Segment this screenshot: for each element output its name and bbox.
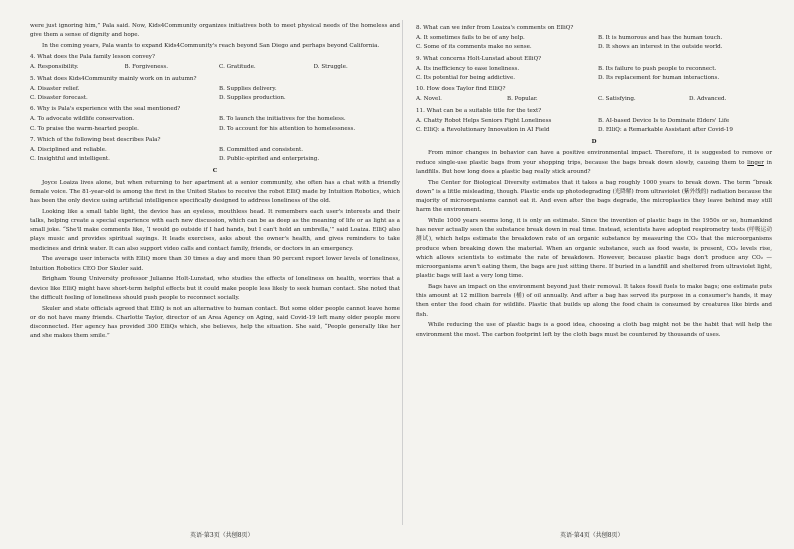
answer-option[interactable]: A. Its inefficiency to ease loneliness. [416,65,520,72]
answer-option[interactable]: B. Popular. [507,96,538,103]
answer-option[interactable]: B. Its failure to push people to reconnect. [598,65,717,72]
answer-options [416,65,772,83]
answer-option[interactable]: C. Satisfying. [598,96,636,103]
passage-c-paragraph: Joyce Loaiza lives alone, but when returning to her apartment at a senior community, she often has a chat with a friendly female voice. The 81-year-old is among the first in the United States to receive the robot ElliQ made by Intuition Robotics, which has been the only device using artificial intelligence specifically designed to address loneliness of the old. [30,179,400,205]
answer-option[interactable]: A. It sometimes fails to be of any help. [416,35,525,42]
question-stem: 8. What can we infer from Loaiza's comments on ElliQ? [416,25,574,31]
question-stem: 5. What does Kids4Community mainly work on in autumn? [30,75,197,82]
section-d-heading: D [591,139,597,146]
answer-option[interactable]: A. Disciplined and reliable. [30,147,107,154]
answer-options [30,63,400,72]
answer-option[interactable]: C. Insightful and intelligent. [30,156,110,163]
passage-d-paragraph [416,321,772,339]
answer-option[interactable]: A. To advocate wildlife conservation. [30,116,135,123]
passage-c-paragraph: Skuler and state officials agreed that ElliQ is not an alternative to human contact. But some older people cannot leave home or do not have many friends. Charlotte Taylor, director of an Area Agency on Aging, said Covid-19 left many older people more disconnected. Her agency has provided 300 ElliQs which, she believes, help the situation. She said, “People generally like her and she makes them smile.” [30,305,400,340]
answer-option[interactable]: A. Responsibility. [30,64,79,71]
answer-option[interactable]: A. Chatty Robot Helps Seniors Fight Loneliness [416,117,552,124]
passage-d-paragraph [416,217,772,281]
page-divider [402,20,403,525]
question-stem: 4. What does the Pala family lesson convey? [30,54,155,61]
section-c-heading: C [212,168,218,175]
passage-d-paragraph [416,179,772,216]
paragraph-text: in landfills. But how long does a plastic bag really stick around? [416,159,772,175]
answer-option[interactable]: D. To account for his attention to homelessness. [219,125,356,132]
answer-option[interactable]: B. Forgiveness. [124,64,169,71]
answer-option[interactable]: A. Novel. [416,96,442,103]
passage-c-paragraph: Brigham Young University professor Julianne Holt-Lunstad, who studies the effects of loneliness on health, worries that a device like ElliQ might have short-term helpful effects but it could make people less likely to seek human contact. She noted that the difficult feeling of loneliness should push people to reconnect socially. [30,276,400,301]
answer-option[interactable]: B. AI-based Device Is to Dominate Elders' Life [598,117,730,124]
answer-options [30,115,400,133]
answer-option[interactable]: B. Committed and consistent. [219,147,303,154]
question-stem: 10. How does Taylor find ElliQ? [416,86,506,93]
paragraph-text: Bags have an impact on the environment beyond just their removal. It takes fossil fuels to make bags; one estimate puts this amount at 12 million barrels (桶) of oil annually. And after a bag has served its purpose in a consumer's hands, it may then enter the food chain for wildlife. Plastic that builds up along the food chain is consumed by creatures like birds and fish. [416,284,772,318]
answer-option[interactable]: D. It shows an interest in the outside world. [598,44,723,51]
answer-option[interactable]: C. Disaster forecast. [30,95,88,102]
paragraph-text: The Center for Biological Diversity estimates that it takes a bag roughly 1000 years to break down. The term “break down” is a little misleading, though. Plastic ends up photodegrading (光降解) from ultraviolet (紫外线的) radiation because the majority of microorganisms cannot eat it. And even after the bags degrade, the microplastics they leave behind may still harm the environment. [416,179,772,214]
passage-c-paragraph: Looking like a small table light, the device has an eyeless, mouthless head. It remembers each user's interests and their talks, helping create a special experience with each new discussion, which can be as deep as the meaning of life or as light as a small joke. “She'll make comments like, ‘I would go outside if I had hands, but I can't hold an umbrella,’” said Loaiza. ElliQ also plays music and provides spiritual sayings. It leads exercises, asks about the owner's health, and gives reminders to take medicines and drink water. It can also support video calls and contact family, friends, or doctors in an emergency. [30,208,400,252]
answer-option[interactable]: C. ElliQ: a Revolutionary Innovation in AI Field [416,127,550,134]
question-stem: 6. Why is Pala's experience with the seal mentioned? [30,106,181,113]
paragraph-text: From minor changes in behavior can have a positive environmental impact. Therefore, it is suggested to remove or reduce single-use plastic bags from your shopping trips, because the bags break down slowly, causing them to [416,150,772,166]
answer-option[interactable]: D. Public-spirited and enterprising. [219,156,320,163]
paragraph-text: While 1000 years seems long, it is only an estimate. Since the invention of plastic bags in the 1950s or so, humankind has never actually seen the substance break down in real time. Instead, scientists have adopted respirometry tests (呼吸运动测试), which helps estimate the breakdown rate of an organic substance by measuring the CO₂ that the microorganisms produce when breaking down the material. When an organic substance, such as food waste, is present, CO₂ levels rise, which allows scientists to estimate the rate of breakdown. However, because plastic bags don't produce any CO₂ — microorganisms aren't eating them, the bags are just sitting there. If buried in a landfill and sheltered from ultraviolet light, plastic bags will last a very long time. [416,218,772,280]
intro-paragraph-1: were just ignoring him,” Pala said. Now, Kids4Community organizes initiatives both to meet physical needs of the homeless and give them a sense of dignity and hope. [30,23,400,39]
underlined-word: linger [747,159,764,166]
answer-option[interactable]: B. Supplies delivery. [219,85,277,92]
passage-d [416,149,772,339]
answer-options [416,95,772,104]
left-questions [30,53,400,164]
answer-option[interactable]: D. Its replacement for human interactions. [598,75,720,82]
right-questions [416,24,772,135]
answer-option[interactable]: D. Struggle. [313,64,348,71]
answer-option[interactable]: D. Supplies production. [219,95,286,102]
passage-c-paragraph: The average user interacts with ElliQ more than 30 times a day and more than 90 percent report lower levels of loneliness, Intuition Robotics CEO Dor Skuler said. [30,256,400,272]
answer-option[interactable]: C. To praise the warm-hearted people. [30,125,139,132]
answer-option[interactable]: D. Advanced. [689,96,727,103]
page-footer-left: 英语·第3页（共刨8页） [190,532,254,539]
question-stem: 11. What can be a suitable title for the text? [416,107,542,114]
answer-options [416,34,772,52]
left-page-column [30,22,400,343]
answer-option[interactable]: D. ElliQ: a Remarkable Assistant after Covid-19 [598,127,733,134]
answer-options [30,146,400,164]
answer-option[interactable]: C. Some of its comments make no sense. [416,44,532,51]
answer-option[interactable]: B. It is humorous and has the human touch. [598,35,723,42]
intro-paragraph-2: In the coming years, Pala wants to expand Kids4Community's reach beyond San Diego and perhaps beyond California. [42,43,380,49]
passage-d-paragraph [416,149,772,177]
answer-option[interactable]: C. Its potential for being addictive. [416,75,516,82]
answer-options [30,85,400,103]
passage-d-paragraph [416,283,772,320]
answer-option[interactable]: A. Disaster relief. [30,85,80,92]
answer-option[interactable]: C. Gratitude. [219,64,256,71]
question-stem: 7. Which of the following best describes Pala? [30,136,161,143]
page-footer-right: 英语·第4页（共刨8页） [560,532,624,539]
answer-option[interactable]: B. To launch the initiatives for the homeless. [219,116,346,123]
answer-options [416,117,772,135]
right-page-column [416,22,772,341]
paragraph-text: While reducing the use of plastic bags is a good idea, choosing a cloth bag might not be the habit that will help the environment the most. The carbon footprint left by the cloth bags must be countered by thousands of uses. [416,322,772,338]
question-stem: 9. What concerns Holt-Lunstad about ElliQ? [416,55,542,62]
